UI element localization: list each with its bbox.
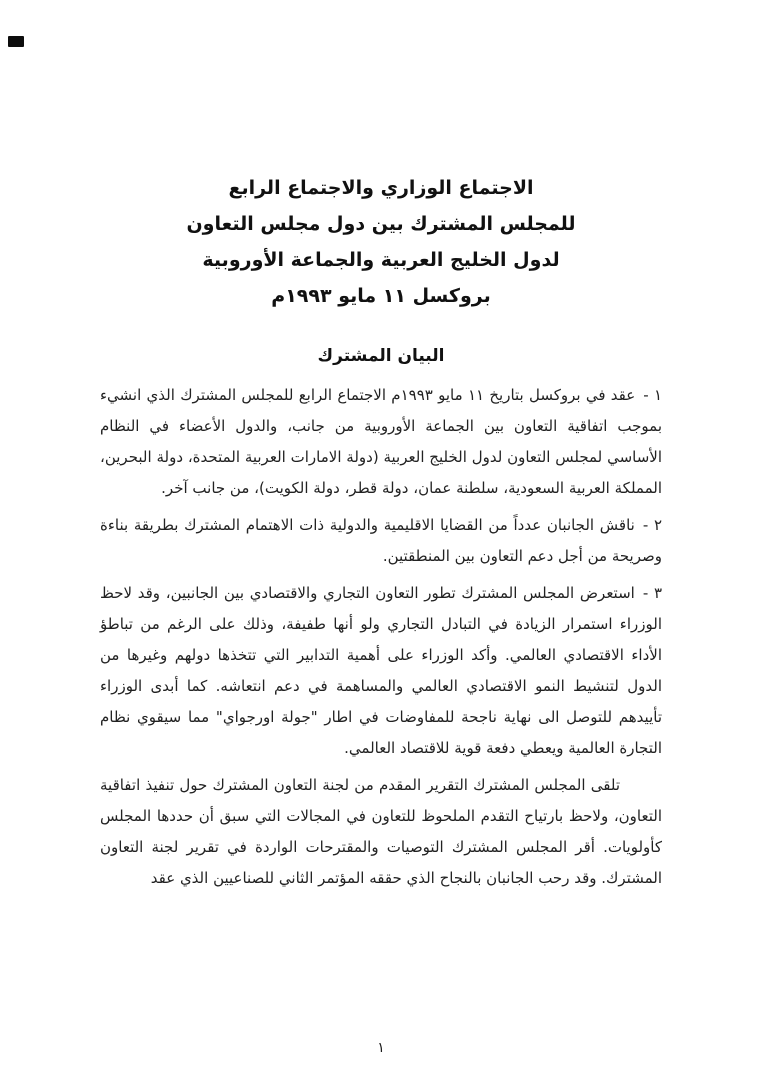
title-line-3: لدول الخليج العربية والجماعة الأوروبية bbox=[202, 249, 560, 271]
paragraph-4 bbox=[100, 770, 662, 894]
document-body bbox=[100, 380, 662, 900]
paragraph-3-text: استعرض المجلس المشترك تطور التعاون التجاري والاقتصادي بين الجانبين، وقد لاحظ الوزراء استمرار الزيادة في التبادل التجاري ولو أنها طفيفة، وذلك على الرغم من تباطؤ الأداء الاقتصادي العالمي. وأكد الوزراء على أهمية التدابير التي تتخذها دولهم وغيرها من الدول لتنشيط النمو الاقتصادي العالمي والمساهمة في دعم انتعاشه. كما أبدى الوزراء تأييدهم للتوصل الى نهاية ناجحة للمفاوضات في اطار "جولة اورجواي" مما سيقوي نظام التجارة العالمية ويعطي دفعة قوية للاقتصاد العالمي. bbox=[100, 584, 662, 757]
paragraph-4-text: تلقى المجلس المشترك التقرير المقدم من لجنة التعاون المشترك حول تنفيذ اتفاقية التعاون، ولاحظ بارتياح التقدم الملحوظ للتعاون في المجالات التي سبق أن حددها المجلس كأولويات. أقر المجلس المشترك التوصيات والمقترحات الواردة في تقرير لجنة التعاون المشترك. وقد رحب الجانبان بالنجاح الذي حققه المؤتمر الثاني للصناعيين الذي عقد bbox=[100, 776, 662, 887]
title-line-1: الاجتماع الوزاري والاجتماع الرابع bbox=[228, 177, 534, 199]
paragraph-3 bbox=[100, 578, 662, 764]
paragraph-2-marker: ٢ - bbox=[642, 516, 662, 534]
section-heading: البيان المشترك bbox=[317, 346, 445, 366]
document-title bbox=[0, 170, 762, 314]
title-line-2: للمجلس المشترك بين دول مجلس التعاون bbox=[186, 213, 576, 235]
scan-artifact-mark bbox=[8, 36, 24, 47]
paragraph-1-marker: ١ - bbox=[643, 386, 662, 404]
paragraph-2 bbox=[100, 510, 662, 572]
paragraph-1 bbox=[100, 380, 662, 504]
page-number: ١ bbox=[377, 1040, 385, 1056]
title-line-4: بروكسل ١١ مايو ١٩٩٣م bbox=[271, 285, 491, 307]
paragraph-3-marker: ٣ - bbox=[642, 584, 662, 602]
paragraph-2-text: ناقش الجانبان عدداً من القضايا الاقليمية والدولية ذات الاهتمام المشترك بطريقة بناءة وصريحة من أجل دعم التعاون بين المنطقتين. bbox=[100, 516, 662, 565]
paragraph-1-text: عقد في بروكسل بتاريخ ١١ مايو ١٩٩٣م الاجتماع الرابع للمجلس المشترك الذي انشيء بموجب اتفاقية التعاون بين الجماعة الأوروبية من جانب، والدول الأعضاء في النظام الأساسي لمجلس التعاون لدول الخليج العربية (دولة الامارات العربية المتحدة، دولة البحرين، المملكة العربية السعودية، سلطنة عمان، دولة قطر، دولة الكويت)، من جانب آخر. bbox=[100, 386, 662, 497]
